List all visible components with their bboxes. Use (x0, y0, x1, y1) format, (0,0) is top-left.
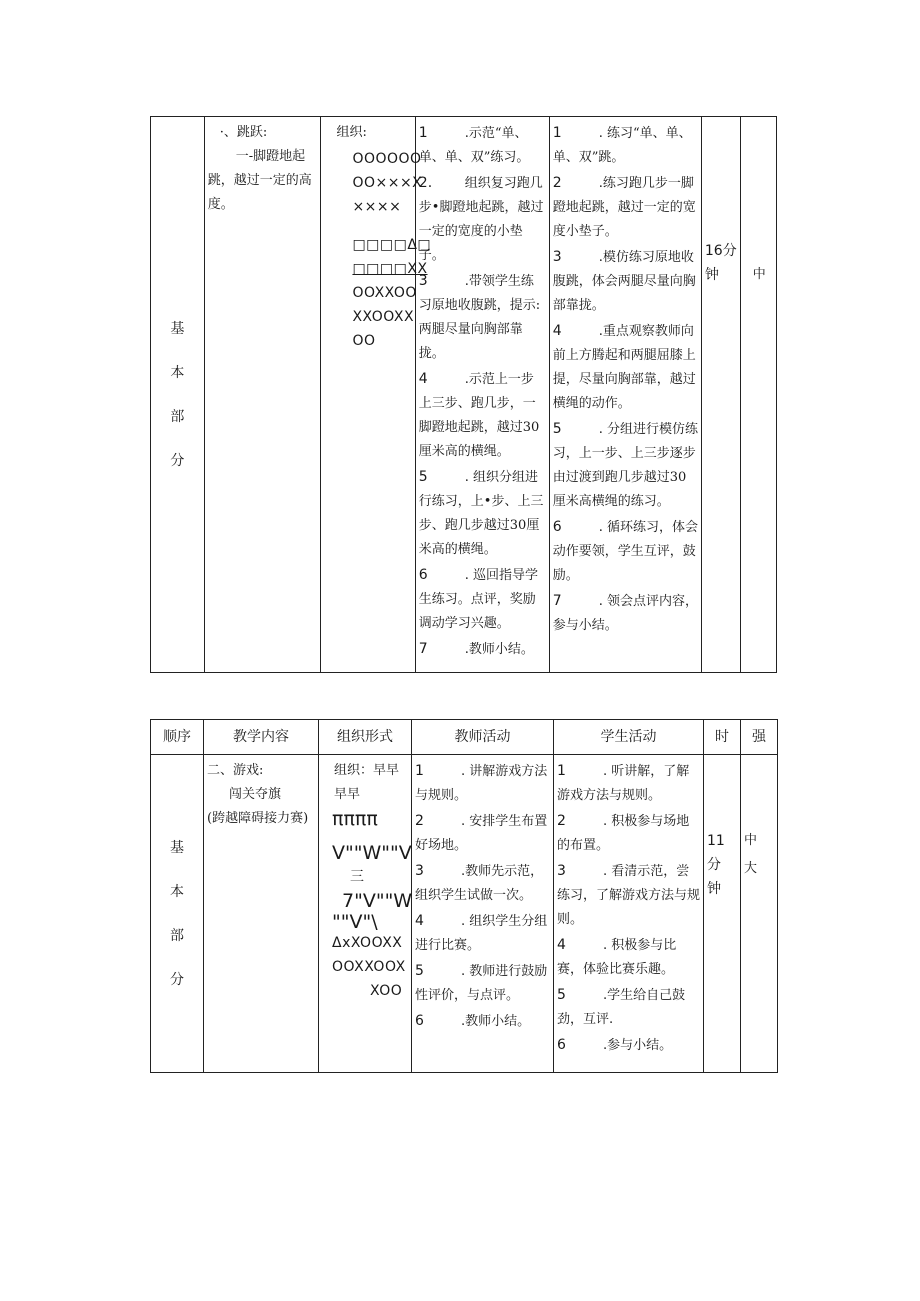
step-number: 3 (557, 863, 566, 879)
activity-step (553, 589, 699, 638)
step-text: . 讲解游戏方法与规则。 (415, 764, 548, 803)
lesson-table-part2 (150, 719, 778, 1073)
activity-step (415, 759, 551, 808)
time-cell: 16分钟 (701, 117, 741, 673)
activity-step (415, 909, 551, 958)
step-text: . 听讲解，了解游戏方法与规则。 (557, 764, 690, 803)
activity-step (415, 959, 551, 1008)
step-number: 5 (552, 421, 562, 437)
activity-step (553, 417, 699, 514)
intensity-cell: 中 (741, 117, 777, 673)
activity-step (553, 245, 699, 318)
step-text: 组织复习跑几步•脚蹬地起跳，越过一定的宽度的小垫子。 (418, 176, 544, 263)
teaching-content: ·、跳跃: 一-脚蹬地起跳，越过一定的高度。 (204, 117, 321, 673)
step-text: .参与小结。 (603, 1038, 673, 1053)
step-number: 2 (552, 175, 562, 191)
step-number: 2 (415, 813, 424, 829)
header-teacher: 教师活动 (412, 720, 554, 755)
step-number: 3 (418, 273, 428, 289)
activity-step (553, 171, 699, 244)
step-number: 7 (552, 593, 562, 609)
header-time: 时 (704, 720, 741, 755)
step-text: . 积极参与场地的布置。 (557, 814, 690, 853)
step-number: 6 (557, 1037, 566, 1053)
activity-step (553, 515, 699, 588)
activity-step (557, 1033, 701, 1058)
step-text: .重点观察教师向前上方腾起和两腿屈膝上提，尽量向胸部靠，越过横绳的动作。 (552, 324, 696, 411)
step-number: 2 (557, 813, 566, 829)
time-cell: 11分钟 (704, 755, 741, 1073)
header-content: 教学内容 (204, 720, 319, 755)
step-text: .教师小结。 (464, 642, 534, 657)
step-text: . 循环练习，体会动作要领，学生互评，鼓励。 (552, 520, 698, 583)
step-text: . 组织分组进行练习，上•步、上三步、跑几步越过30厘米高的横绳。 (418, 470, 544, 557)
activity-step (557, 759, 701, 808)
activity-step (557, 983, 701, 1032)
activity-step (415, 1009, 551, 1034)
teacher-activity (412, 755, 554, 1073)
step-text: .教师先示范，组织学生试做一次。 (415, 864, 544, 903)
step-number: 5 (557, 987, 566, 1003)
organization-form: 组织：早早早早 ππππ V""W""V 三 7"V""W ""V"\ ΔxXOOXX OOXXOOX XOO (319, 755, 412, 1073)
step-number: 4 (418, 371, 428, 387)
step-text: . 领会点评内容，参与小结。 (552, 594, 698, 633)
teaching-content: 二、游戏: 闯关夺旗 (跨越障碍接力赛) (204, 755, 319, 1073)
step-number: 2. (418, 175, 433, 191)
intensity-cell: 中 大 (741, 755, 778, 1073)
step-text: . 分组进行模仿练习，上一步、上三步逐步由过渡到跑几步越过30厘米高横绳的练习。 (552, 422, 698, 509)
activity-step (419, 269, 547, 366)
step-number: 1 (552, 125, 562, 141)
step-text: . 巡回指导学生练习。点评，奖励调动学习兴趣。 (418, 568, 539, 631)
step-number: 3 (552, 249, 562, 265)
header-intensity: 强 (741, 720, 778, 755)
activity-step (557, 859, 701, 932)
step-number: 4 (552, 323, 562, 339)
student-activity (554, 755, 704, 1073)
teacher-activity (415, 117, 549, 673)
step-text: .练习跑几步一脚蹬地起跳，越过一定的宽度小垫子。 (552, 176, 696, 239)
step-number: 3 (415, 863, 424, 879)
step-text: . 练习“单、单、单、双”跳。 (552, 126, 692, 165)
header-organization: 组织形式 (319, 720, 412, 755)
step-number: 1 (415, 763, 424, 779)
step-number: 6 (418, 567, 428, 583)
step-number: 1 (557, 763, 566, 779)
section-label: 基 本 部 分 (151, 755, 204, 1073)
step-text: .学生给自己鼓劲，互评. (557, 988, 686, 1027)
header-student: 学生活动 (554, 720, 704, 755)
step-number: 7 (418, 641, 428, 657)
step-number: 5 (415, 963, 424, 979)
activity-step (419, 563, 547, 636)
step-text: . 组织学生分组进行比赛。 (415, 914, 548, 953)
activity-step (553, 319, 699, 416)
step-number: 1 (418, 125, 428, 141)
activity-step (419, 465, 547, 562)
activity-step (557, 933, 701, 982)
activity-step (419, 121, 547, 170)
step-text: . 安排学生布置好场地。 (415, 814, 548, 853)
step-number: 4 (415, 913, 424, 929)
step-number: 4 (557, 937, 566, 953)
student-activity (549, 117, 701, 673)
step-text: . 教师进行鼓励性评价，与点评。 (415, 964, 548, 1003)
activity-step (557, 809, 701, 858)
step-text: .带领学生练习原地收腹跳，提示:两腿尽量向胸部靠拢。 (418, 274, 541, 361)
step-text: .模仿练习原地收腹跳，体会两腿尽量向胸部靠拢。 (552, 250, 696, 313)
step-text: .示范“单、单、单、双”练习。 (418, 126, 530, 165)
step-number: 6 (552, 519, 562, 535)
step-text: .示范上一步上三步、跑几步，一脚蹬地起跳，越过30厘米高的横绳。 (418, 372, 540, 459)
step-number: 6 (415, 1013, 424, 1029)
section-label: 基 本 部 分 (151, 117, 205, 673)
step-text: . 看清示范，尝练习，了解游戏方法与规则。 (557, 864, 701, 927)
step-number: 5 (418, 469, 428, 485)
step-text: . 积极参与比赛，体验比赛乐趣。 (557, 938, 677, 977)
lesson-table-part1 (150, 116, 777, 673)
activity-step (553, 121, 699, 170)
step-text: .教师小结。 (461, 1014, 531, 1029)
activity-step (415, 809, 551, 858)
activity-step (419, 637, 547, 662)
header-order: 顺序 (151, 720, 204, 755)
organization-form: 组织: OOOOOO OO×××X ×××× □□□□Δ□ □□□□XX OOXXOO XXOOXX OO (321, 117, 415, 673)
activity-step (415, 859, 551, 908)
activity-step (419, 367, 547, 464)
table-header-row (151, 720, 778, 755)
activity-step (419, 171, 547, 268)
